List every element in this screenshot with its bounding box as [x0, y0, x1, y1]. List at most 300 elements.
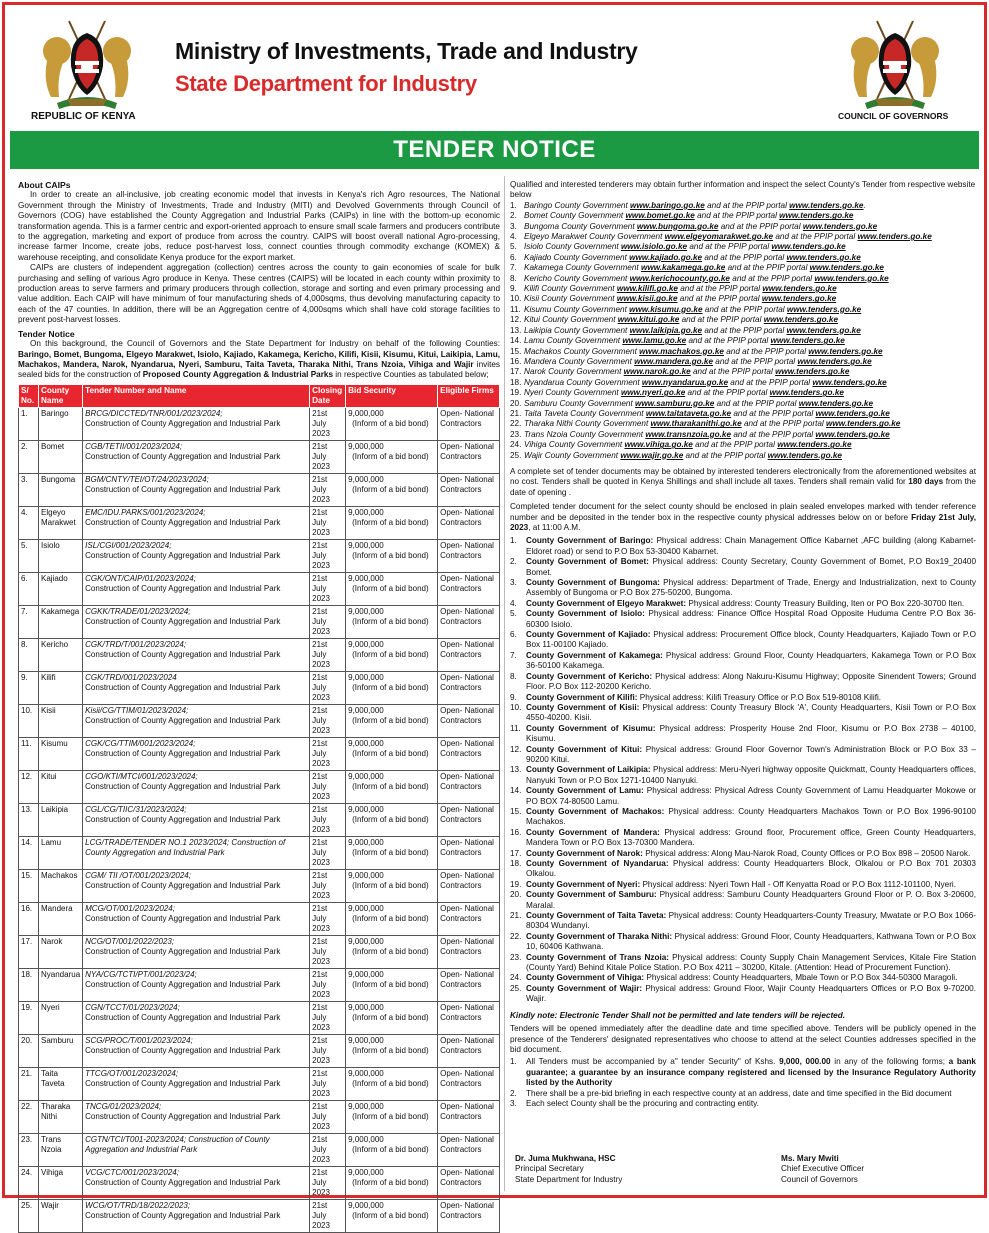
eligible-firms [438, 869, 500, 902]
closing-date-year: 2023 [312, 725, 330, 735]
tender-number: CGL/CG/TIIC/31/2023/2024; [85, 804, 187, 814]
tender-number: TTCG/OT/001/2023/2024; [85, 1068, 179, 1078]
tender-number: CGTN/TCI/T001-2023/2024; Construction of County Aggregation and Industrial Park [85, 1134, 270, 1154]
list-item [510, 284, 976, 294]
closing-date-year: 2023 [312, 1154, 330, 1164]
list-item [510, 953, 976, 974]
county-government: Trans Nzoia County Government [524, 429, 644, 439]
county-website-link[interactable]: www.laikipia.go.ke [629, 325, 703, 335]
county-government: County Government of Kajiado: [526, 630, 651, 640]
item-number: 13. [510, 765, 522, 775]
item-number: 3. [510, 221, 517, 231]
county-government: Kitui County Government [524, 315, 616, 325]
closing-date [310, 1001, 346, 1034]
bid-security [346, 803, 438, 836]
right-seal-caption: COUNCIL OF GOVERNORS [838, 111, 949, 121]
bid-form: (Inform of a bid bond) [352, 616, 429, 626]
tender-project-name: Construction of County Aggregation and Industrial Park [85, 781, 281, 791]
county-website-link[interactable]: www.samburu.go.ke [635, 398, 715, 408]
county-website-link[interactable]: www.vihiga.go.ke [624, 440, 693, 450]
bid-form: (Inform of a bid bond) [352, 880, 429, 890]
county-website-link[interactable]: www.mandera.go.ke [634, 356, 714, 366]
county-government: County Government of Vihiga: [526, 973, 645, 983]
eligible-firms [438, 1199, 500, 1232]
closing-date-day: 21st July [312, 837, 328, 857]
list-item [510, 430, 976, 440]
county-government: County Government of Kakamega: [526, 650, 663, 660]
tender-number: MCG/OT/001/2023/2024; [85, 903, 175, 913]
table-row [19, 968, 500, 1001]
item-number: 17. [510, 848, 522, 858]
physical-address: Physical address: County Headquarters Machakos Town or P.O Box 1996-90100 Machakos. [526, 806, 976, 827]
county-website-link[interactable]: www.machakos.go.ke [639, 346, 724, 356]
bid-form: (Inform of a bid bond) [352, 1012, 429, 1022]
about-paragraph-2: CAIPs are clusters of independent aggregation (collection) centres across the county to gain economies of scale for bulk purchasing and selling of various Agro produce in Kenya. These centres (CAIPS) will be located in each county within proximity to production areas to serve farmers and primary producers through collection, storage and sorting and even primary processing and value addition. Each CAIP will have minimum of four manufacturing sheds of 4,000sqms, thus devolving manufacturing capacity to each of the 47 counties. In addition, there will be an Aggregation centre of 4,000sqms which shall have cold storage facilities to prevent post-harvest losses. [18, 263, 500, 325]
list-item [510, 786, 976, 807]
bid-amount: 9,000,000 [348, 1035, 384, 1045]
county-government: Kilifi County Government [524, 284, 615, 294]
ppip-portal-link[interactable]: www.tenders.go.ke [775, 367, 850, 377]
bid-security [346, 935, 438, 968]
item-number: 16. [510, 827, 522, 837]
list-item [510, 211, 976, 221]
ppip-portal-link[interactable]: www.tenders.go.ke [777, 440, 852, 450]
item-number: 22. [510, 419, 522, 429]
county-name: Kisumu [39, 737, 83, 770]
ppip-text: and at the PPIP portal [713, 356, 798, 366]
firms-type: Open- National [440, 441, 494, 451]
county-website-link[interactable]: www.kerichocounty.go.ke [629, 273, 730, 283]
tender-number-name [83, 968, 310, 1001]
county-website-link[interactable]: www.taitataveta.go.ke [645, 408, 732, 418]
physical-address: Physical address: County Headquarters, Mbale Town or P.O Box 344-50300 Maragoli. [644, 973, 958, 983]
right-column [510, 180, 976, 1109]
ppip-portal-link[interactable]: www.tenders.go.ke [786, 252, 861, 262]
county-website-link[interactable]: www.elgeyomarakwet.go.ke [664, 232, 774, 242]
table-row [19, 935, 500, 968]
ppip-portal-link[interactable]: www.tenders.go.ke [809, 263, 884, 273]
eligible-firms [438, 1133, 500, 1166]
eligible-firms [438, 704, 500, 737]
ppip-portal-link[interactable]: www.tenders.go.ke [763, 315, 839, 325]
row-number: 2. [19, 440, 39, 473]
ppip-portal-link[interactable]: www.tenders.go.ke [769, 388, 844, 398]
county-name: Bungoma [39, 473, 83, 506]
firms-category: Contractors [440, 616, 482, 626]
header-no: S/ No. [19, 384, 39, 407]
county-government: County Government of Elgeyo Marakwet: [526, 598, 687, 608]
ppip-text: and at the PPIP portal [702, 325, 787, 335]
county-government: Kericho County Government [524, 273, 628, 283]
physical-address: Physical address: County Treasury Building, Iten or PO Box 220-30700 Iten. [686, 598, 965, 608]
tender-number-name [83, 836, 310, 869]
firms-category: Contractors [440, 979, 482, 989]
closing-date-year: 2023 [312, 857, 330, 867]
bid-security [346, 572, 438, 605]
physical-address: Physical address: Procurement Office block, County Headquarters, Kajiado Town or P.O Box 11-00100 Kajiado. [526, 630, 976, 650]
bid-amount: 9,000,000 [348, 1167, 384, 1177]
bid-amount: 9,000,000 [348, 1134, 384, 1144]
tender-number: BGM/CNTY/TEI/OT/24/2023/2024; [85, 474, 209, 484]
ppip-portal-link[interactable]: www.tenders.go.ke [786, 325, 861, 335]
table-row [19, 638, 500, 671]
ppip-text: and at the PPIP portal [718, 221, 803, 231]
firms-type: Open- National [440, 1035, 494, 1045]
notes-list [510, 1057, 976, 1109]
bid-security [346, 407, 438, 440]
closing-date [310, 539, 346, 572]
table-row [19, 770, 500, 803]
closing-date-year: 2023 [312, 461, 330, 471]
ppip-portal-link[interactable]: www.tenders.go.ke [798, 398, 874, 408]
tender-number: ISL/CGI/001/2023/2024; [85, 540, 172, 550]
kenya-coat-of-arms-icon [27, 11, 147, 111]
county-website-link[interactable]: www.narok.go.ke [623, 367, 691, 377]
firms-type: Open- National [440, 1134, 494, 1144]
row-number: 22. [19, 1100, 39, 1133]
tender-number: CGM/ TII /OT/001/2023/2024; [85, 870, 191, 880]
intro-text: On this background, the Council of Governors and the State Department for Industry on behalf of the following Counties: [30, 339, 500, 349]
ppip-portal-link[interactable]: www.tenders.go.ke [815, 429, 890, 439]
county-website-link[interactable]: www.lamu.go.ke [622, 336, 687, 346]
websites-intro: Qualified and interested tenderers may obtain further information and inspect the select County's Tender from respective website below [510, 180, 976, 200]
county-name: Lamu [39, 836, 83, 869]
firms-type: Open- National [440, 705, 494, 715]
firms-type: Open- National [440, 1167, 494, 1177]
ppip-portal-link[interactable]: www.tenders.go.ke [771, 242, 846, 252]
firms-type: Open- National [440, 969, 494, 979]
eligible-firms [438, 968, 500, 1001]
ppip-text: and at the PPIP portal [683, 450, 768, 460]
about-paragraph-1: In order to create an all-inclusive, job creating economic model that invests in Kenya's rich Agro resources, The National Government through the Ministry of Investments, Trade and Industry (MITI) and Devolved Governments through Council of Governors (COG) have established the County Aggregation and Industrial Parks (CAIPs) in line with the bottom-up economic transformation agenda. This is a farmer centric and export-oriented approach to ensure small scale farmers and producers contribute to the aggregation, marketing and export of produce from across the country. CAIPS will boost overall national Agro-processing, increase farmer Income, create jobs, reduce post-harvest loss, connect counties through commodity exchange (KOMEX) & warehouse receipting, and consolidate Kenya produce for the export market. [18, 190, 500, 262]
list-item [510, 274, 976, 284]
tender-number-name [83, 1166, 310, 1199]
table-row [19, 704, 500, 737]
county-government: County Government of Wajir: [526, 983, 643, 993]
closing-date [310, 407, 346, 440]
row-number: 3. [19, 473, 39, 506]
firms-category: Contractors [440, 550, 482, 560]
county-website-link[interactable]: www.wajir.go.ke [620, 450, 684, 460]
county-website-link[interactable]: www.kakamega.go.ke [640, 263, 726, 273]
column-divider [504, 176, 505, 1191]
county-website-link[interactable]: www.nyeri.go.ke [620, 388, 686, 398]
list-item [510, 1099, 976, 1109]
tender-project-name: Construction of County Aggregation and Industrial Park [85, 1078, 281, 1088]
header-tender: Tender Number and Name [83, 384, 310, 407]
ppip-portal-link[interactable]: www.tenders.go.ke [802, 221, 878, 231]
tender-number: NCG/OT/001/2022/2023; [85, 936, 175, 946]
item-number: 14. [510, 336, 522, 346]
row-number: 17. [19, 935, 39, 968]
submission-text: Completed tender document for the select county should be enclosed in plain sealed envelopes marked with tender reference number and be deposited in the tender box in the respective county physical addresses below on or before [510, 502, 976, 522]
tender-number-name [83, 1100, 310, 1133]
county-name: Trans Nzoia [39, 1133, 83, 1166]
note-text: in any of the following forms; [830, 1057, 949, 1067]
item-number: 11. [510, 304, 521, 314]
firms-type: Open- National [440, 639, 494, 649]
county-government: County Government of Kisumu: [526, 723, 656, 733]
note-forms: a bank guarantee; a guarantee by an insurance company registered and licensed by the Insurance Regulatory Authority listed by the Authority [526, 1057, 976, 1088]
ppip-portal-link[interactable]: www.tenders.go.ke [770, 336, 845, 346]
county-government: Laikipia County Government [524, 325, 628, 335]
list-item [510, 1057, 976, 1088]
item-number: 15. [510, 346, 522, 356]
ppip-portal-link[interactable]: www.tenders.go.ke [761, 294, 837, 304]
table-row [19, 1034, 500, 1067]
bid-form: (Inform of a bid bond) [352, 517, 429, 527]
list-item [510, 357, 976, 367]
county-name: Kakamega [39, 605, 83, 638]
ppip-text: and at the PPIP portal [702, 304, 787, 314]
ppip-text: and at the PPIP portal [731, 408, 816, 418]
list-item [510, 222, 976, 232]
county-government: Samburu County Government [524, 398, 633, 408]
item-number: 13. [510, 325, 522, 335]
ppip-portal-link[interactable]: www.tenders.go.ke [814, 273, 889, 283]
ppip-text: and at the PPIP portal [677, 284, 763, 294]
county-government: County Government of Kitui: [526, 744, 643, 754]
firms-category: Contractors [440, 913, 482, 923]
firms-category: Contractors [440, 517, 482, 527]
physical-address: Physical address: Nyeri Town Hall - Off Kenyatta Road or P.O Box 1112-101100, Nyeri. [640, 879, 957, 889]
list-item [510, 326, 976, 336]
closing-date-day: 21st July [312, 738, 328, 758]
item-number: 21. [510, 408, 522, 418]
county-government: Vihiga County Government [524, 440, 623, 450]
county-government: Kisii County Government [524, 294, 615, 304]
ppip-portal-link[interactable]: www.tenders.go.ke [789, 200, 864, 210]
closing-date-day: 21st July [312, 969, 328, 989]
county-name: Samburu [39, 1034, 83, 1067]
firms-type: Open- National [440, 804, 494, 814]
county-name: Machakos [39, 869, 83, 902]
ppip-portal-link[interactable]: www.tenders.go.ke [826, 419, 901, 429]
firms-category: Contractors [440, 748, 482, 758]
bid-security [346, 770, 438, 803]
tender-number-name [83, 935, 310, 968]
county-website-link[interactable]: www.transnzoia.go.ke [645, 429, 732, 439]
table-row [19, 1100, 500, 1133]
bid-amount: 9,000,000 [348, 705, 384, 715]
row-number: 1. [19, 407, 39, 440]
closing-date [310, 638, 346, 671]
firms-category: Contractors [440, 847, 482, 857]
submission-text: , at 11:00 A.M. [528, 523, 581, 532]
row-number: 19. [19, 1001, 39, 1034]
item-number: 14. [510, 786, 522, 796]
row-number: 9. [19, 671, 39, 704]
ppip-portal-link[interactable]: www.tenders.go.ke [797, 356, 872, 366]
county-website-link[interactable]: www.nyandarua.go.ke [641, 377, 729, 387]
county-website-link[interactable]: www.kilifi.go.ke [616, 284, 678, 294]
ppip-portal-link[interactable]: www.tenders.go.ke [779, 211, 854, 221]
county-website-link[interactable]: www.bungoma.go.ke [636, 221, 719, 231]
bid-form: (Inform of a bid bond) [352, 1144, 429, 1154]
county-name: Kericho [39, 638, 83, 671]
list-item [510, 347, 976, 357]
tender-project-name: Construction of County Aggregation and Industrial Park [85, 517, 281, 527]
list-item [510, 911, 976, 932]
bid-amount: 9,000,000 [348, 771, 384, 781]
county-website-link[interactable]: www.kisii.go.ke [616, 294, 678, 304]
table-row [19, 572, 500, 605]
list-item [510, 765, 976, 786]
county-website-link[interactable]: www.tharakanithi.go.ke [650, 419, 742, 429]
eligible-firms [438, 473, 500, 506]
bid-amount: 9,000,000 [348, 639, 384, 649]
table-row [19, 605, 500, 638]
bid-form: (Inform of a bid bond) [352, 979, 429, 989]
tender-number-name [83, 869, 310, 902]
tender-number-name [83, 1133, 310, 1166]
list-item [510, 651, 976, 672]
closing-date-day: 21st July [312, 1002, 328, 1022]
item-number: 8. [510, 273, 517, 283]
ppip-portal-link[interactable]: www.tenders.go.ke [767, 450, 842, 460]
bid-security [346, 473, 438, 506]
closing-date [310, 836, 346, 869]
county-name: Kitui [39, 770, 83, 803]
firms-category: Contractors [440, 583, 482, 593]
county-government: Tharaka Nithi County Government [524, 419, 649, 429]
item-number: 7. [510, 263, 517, 273]
table-row [19, 1001, 500, 1034]
firms-type: Open- National [440, 1068, 494, 1078]
bid-form: (Inform of a bid bond) [352, 583, 429, 593]
signature-left [515, 1154, 622, 1185]
list-item [510, 536, 976, 557]
row-number: 24. [19, 1166, 39, 1199]
table-row [19, 836, 500, 869]
item-number: 10. [510, 702, 522, 712]
tender-number-name [83, 671, 310, 704]
physical-address: Physical address: Ground Floor, Wajir County Headquarters Offices or P.O Box 9-70200. Wajir. [526, 983, 976, 1004]
closing-date-day: 21st July [312, 1134, 328, 1154]
closing-date-day: 21st July [312, 606, 328, 626]
bid-security [346, 440, 438, 473]
list-item [510, 599, 976, 609]
bid-security [346, 638, 438, 671]
bid-amount: 9,000,000 [348, 936, 384, 946]
bid-form: (Inform of a bid bond) [352, 682, 429, 692]
closing-date-year: 2023 [312, 593, 330, 603]
closing-date [310, 1067, 346, 1100]
firms-type: Open- National [440, 1101, 494, 1111]
note-text: Each select County shall be the procuring and contracting entity. [526, 1098, 759, 1108]
closing-date-day: 21st July [312, 441, 328, 461]
list-item [510, 578, 976, 599]
list-item [510, 672, 976, 693]
closing-date-day: 21st July [312, 507, 328, 527]
tender-project-name: Construction of County Aggregation and Industrial Park [85, 550, 281, 560]
tender-project-name: Construction of County Aggregation and Industrial Park [85, 649, 281, 659]
tender-number: CGK/ONT/CAIP/01/2023/2024; [85, 573, 196, 583]
list-item [510, 703, 976, 724]
tender-number-name [83, 902, 310, 935]
firms-type: Open- National [440, 507, 494, 517]
county-website-link[interactable]: www.bomet.go.ke [625, 211, 695, 221]
firms-category: Contractors [440, 1012, 482, 1022]
header-bid: Bid Security [346, 384, 438, 407]
physical-address: Physical address: Along Mau-Narok Road, County Offices or P.O Box 898 – 20500 Narok. [642, 848, 971, 858]
bid-amount: 9,000,000 [348, 672, 384, 682]
county-website-link[interactable]: www.baringo.go.ke [630, 200, 705, 210]
list-item [510, 828, 976, 849]
row-number: 15. [19, 869, 39, 902]
row-number: 21. [19, 1067, 39, 1100]
ppip-portal-link[interactable]: www.tenders.go.ke [786, 304, 862, 314]
item-number: 9. [510, 284, 517, 294]
intro-text: in respective Counties as tabulated below; [333, 370, 489, 380]
tender-project-name: Construction of County Aggregation and Industrial Park [85, 1012, 281, 1022]
item-number: 23. [510, 952, 522, 962]
table-row [19, 473, 500, 506]
ppip-text: and at the PPIP portal [704, 200, 790, 210]
physical-address: Physical address: Finance Office Hospital Road Opposite Huduma Centre P.O Box 36-60300 Isiolo. [526, 609, 976, 629]
signature-right [781, 1154, 864, 1185]
closing-date-day: 21st July [312, 804, 328, 824]
ppip-text: and at the PPIP portal [694, 211, 780, 221]
ppip-text: and at the PPIP portal [725, 263, 810, 273]
county-government: County Government of Laikipia: [526, 765, 651, 775]
ppip-portal-link[interactable]: www.tenders.go.ke [857, 232, 932, 242]
firms-category: Contractors [440, 1045, 482, 1055]
websites-list [510, 201, 976, 461]
ppip-portal-link[interactable]: www.tenders.go.ke [762, 284, 837, 294]
ppip-portal-link[interactable]: www.tenders.go.ke [812, 377, 887, 387]
ppip-text: and at the PPIP portal [687, 242, 772, 252]
item-number: 25. [510, 983, 522, 993]
ppip-text: and at the PPIP portal [730, 273, 815, 283]
bid-form: (Inform of a bid bond) [352, 781, 429, 791]
list-item [510, 305, 976, 315]
county-website-link[interactable]: www.kisumu.go.ke [629, 304, 703, 314]
county-name: Mandera [39, 902, 83, 935]
bid-form: (Inform of a bid bond) [352, 946, 429, 956]
ppip-portal-link[interactable]: www.tenders.go.ke [808, 346, 883, 356]
physical-address: Physical address: Chain Management Office Kabarnet ,AFC building (along Kabarnet-Eldoret road) or send to P.O Box 53-30400 Kabarnet. [526, 536, 976, 556]
header-date: Closing Date [310, 384, 346, 407]
closing-date-day: 21st July [312, 1167, 328, 1187]
county-government: County Government of Narok: [526, 848, 643, 858]
ppip-portal-link[interactable]: www.tenders.go.ke [815, 408, 890, 418]
eligible-firms [438, 803, 500, 836]
ppip-text: and at the PPIP portal [773, 232, 858, 242]
bid-form: (Inform of a bid bond) [352, 1078, 429, 1088]
closing-date [310, 473, 346, 506]
county-name: Nyeri [39, 1001, 83, 1034]
tender-intro-paragraph [18, 339, 500, 381]
table-row [19, 506, 500, 539]
list-item [510, 315, 976, 325]
closing-date [310, 1199, 346, 1232]
list-end: . [863, 200, 866, 210]
county-website-link[interactable]: www.isiolo.go.ke [620, 242, 688, 252]
table-row [19, 671, 500, 704]
list-item [510, 232, 976, 242]
county-website-link[interactable]: www.kitui.go.ke [617, 315, 680, 325]
item-number: 12. [510, 744, 522, 754]
county-website-link[interactable]: www.kajiado.go.ke [629, 252, 703, 262]
tender-number-name [83, 440, 310, 473]
tender-number-name [83, 572, 310, 605]
row-number: 10. [19, 704, 39, 737]
closing-date-year: 2023 [312, 1220, 330, 1230]
tender-notice-title: Tender Notice [18, 328, 75, 339]
list-item [510, 745, 976, 766]
signatory-name: Dr. Juma Mukhwana, HSC [515, 1154, 616, 1163]
